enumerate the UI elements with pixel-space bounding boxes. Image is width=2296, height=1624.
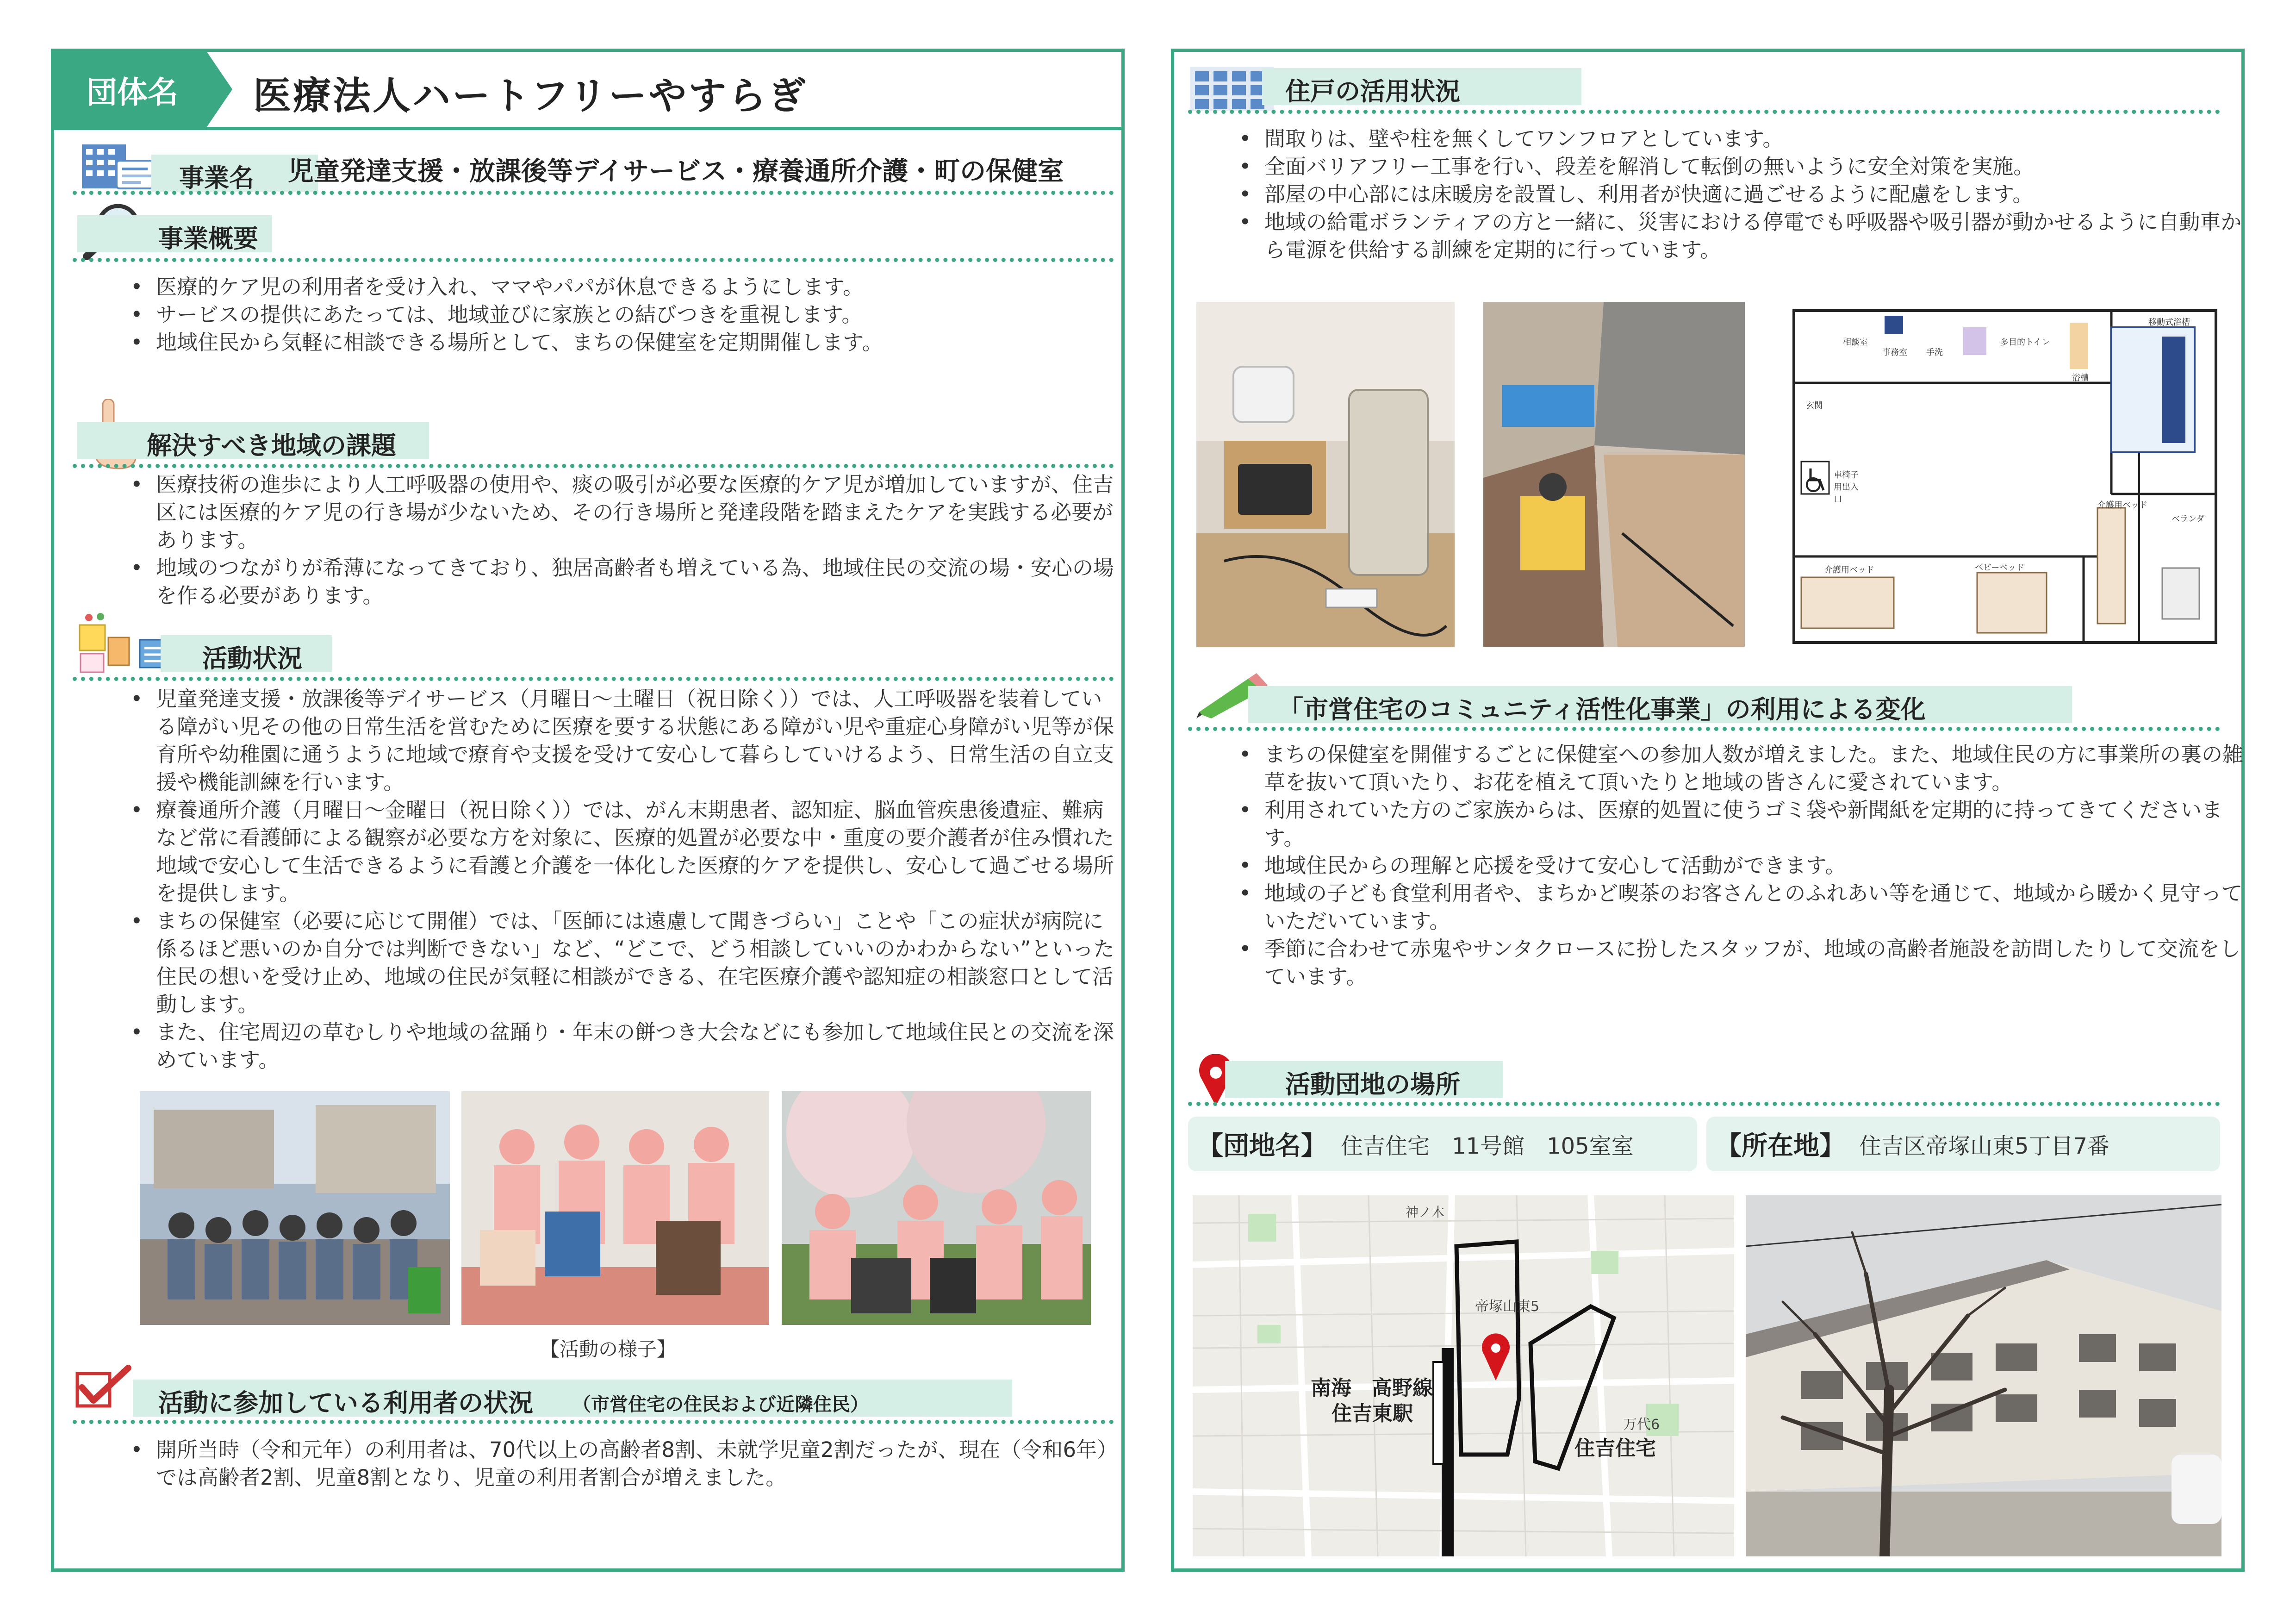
- activities-divider: [73, 677, 1114, 681]
- activity-icons: [75, 612, 174, 675]
- dwelling-title: 住戸の活用状況: [1285, 77, 1460, 106]
- floorplan-label-bathtub: 浴槽: [2072, 373, 2089, 383]
- right-panel: [1171, 49, 2245, 1572]
- list-item: • 地域住民から気軽に相談できる場所として、まちの保健室を定期開催します。: [156, 329, 1128, 356]
- floorplan-label-mobile-bath: 移動式浴槽: [2148, 318, 2190, 327]
- users-divider: [73, 1420, 1114, 1424]
- checkbox-icon: [73, 1364, 133, 1411]
- overview-list: [124, 273, 1128, 356]
- activities-list: [124, 685, 1119, 1074]
- overview-title: 事業概要: [158, 224, 258, 253]
- list-item: • 地域の給電ボランティアの方と一緒に、災害における停電でも呼吸器や吸引器が動かせるように自動車から電源を供給する訓練を定期的に行っています。: [1264, 208, 2246, 264]
- dwelling-photo-training: [1483, 302, 1745, 647]
- issues-title: 解決すべき地域の課題: [147, 431, 396, 460]
- org-tag: 団体名: [54, 52, 207, 127]
- list-item: • 医療技術の進歩により人工呼吸器の使用や、痰の吸引が必要な医療的ケア児が増加していますが、住吉区には医療的ケア児の行き場が少ないため、その行き場所と発達段階を踏まえたケアを実践する必要があります。: [156, 471, 1119, 554]
- list-item: • また、住宅周辺の草むしりや地域の盆踊り・年末の餅つき大会などにも参加して地域住民との交流を深めています。: [156, 1018, 1119, 1074]
- change-divider: [1188, 727, 2220, 731]
- floorplan-label-wheelchair-entrance: 車椅子用出入口: [1834, 470, 1859, 504]
- list-item: • 開所当時（令和元年）の利用者は、70代以上の高齢者8割、未就学児童2割だったが、現在（令和6年）では高齢者2割、児童8割となり、児童の利用者割合が増えました。: [156, 1436, 1119, 1492]
- activities-title: 活動状況: [202, 644, 302, 673]
- map-label-area3: 神ノ木: [1406, 1205, 1445, 1220]
- map-label-area1: 帝塚山東5: [1475, 1299, 1540, 1315]
- list-item: • 療養通所介護（月曜日～金曜日（祝日除く））では、がん末期患者、認知症、脳血管疾患後遺症、難病など常に看護師による観察が必要な方を対象に、医療的処置が必要な中・重度の要介護者が住み慣れた地域で安心して生活できるように看護と介護を一体化した医療的ケアを提供し、安心して過ごせる場所を提供します。: [156, 796, 1119, 907]
- housing-building-photo: [1746, 1195, 2221, 1556]
- activity-photo-cherry-blossom: [782, 1091, 1091, 1325]
- list-item: • サービスの提供にあたっては、地域並びに家族との結びつきを重視します。: [156, 301, 1128, 329]
- activity-photo-indoor: [461, 1091, 769, 1325]
- list-item: • 地域住民からの理解と応援を受けて安心して活動ができます。: [1264, 852, 2246, 880]
- activities-caption: 【活動の様子】: [540, 1338, 677, 1361]
- dwelling-divider: [1188, 110, 2220, 114]
- business-label: 事業名: [179, 163, 254, 193]
- org-underline: [54, 127, 1121, 130]
- issues-list: [124, 471, 1119, 610]
- change-list: [1232, 741, 2246, 991]
- floorplan-label-care-bed-2: 介護用ベッド: [1824, 565, 1874, 575]
- floorplan-label-baby-bed: ベビーベッド: [1975, 563, 2025, 573]
- list-item: • 部屋の中心部には床暖房を設置し、利用者が快適に過ごせるように配慮をします。: [1264, 181, 2246, 208]
- users-title: 活動に参加している利用者の状況: [158, 1388, 533, 1418]
- list-item: • 全面バリアフリー工事を行い、段差を解消して転倒の無いように安全対策を実施。: [1264, 153, 2246, 181]
- activity-photo-festival: [140, 1091, 450, 1325]
- left-panel: [51, 49, 1125, 1572]
- floorplan-label-consult: 相談室: [1843, 337, 1868, 347]
- address-value: 住吉区帝塚山東5丁目7番: [1859, 1133, 2110, 1159]
- estate-label: 【団地名】: [1197, 1131, 1327, 1161]
- floorplan-label-toilet: 多目的トイレ: [2000, 337, 2050, 347]
- address-box: [1706, 1117, 2220, 1171]
- building-card-icon: [80, 142, 161, 191]
- list-item: • 利用されていた方のご家族からは、医療的処置に使うゴミ袋や新聞紙を定期的に持ってきてくださいます。: [1264, 796, 2246, 852]
- list-item: • まちの保健室（必要に応じて開催）では、「医師には遠慮して聞きづらい」ことや「この症状が病院に係るほど悪いのか自分では判断できない」など、“どこで、どう相談していいのかわからない”といった住民の想いを受け止め、地域の住民が気軽に相談ができる、在宅医療介護や認知症の相談窓口として活動します。: [156, 907, 1119, 1018]
- estate-value: 住吉住宅 11号館 105室室: [1341, 1133, 1634, 1159]
- list-item: • 季節に合わせて赤鬼やサンタクロースに扮したスタッフが、地域の高齢者施設を訪問したりして交流をしています。: [1264, 935, 2246, 991]
- location-title: 活動団地の場所: [1285, 1070, 1460, 1099]
- floorplan-label-veranda: ベランダ: [2172, 514, 2205, 524]
- list-item: • 地域の子ども食堂利用者や、まちかど喫茶のお客さんとのふれあい等を通じて、地域から暖かく見守っていただいています。: [1264, 880, 2246, 935]
- address-label: 【所在地】: [1716, 1131, 1845, 1161]
- overview-divider: [73, 258, 1114, 262]
- map-label-area2: 万代6: [1623, 1417, 1660, 1433]
- map-label-station-line: 南海 高野線: [1311, 1376, 1433, 1400]
- dwelling-list: [1232, 125, 2246, 264]
- org-tag-arrow: [207, 52, 232, 127]
- floorplan-label-sink: 手洗: [1926, 348, 1943, 357]
- list-item: • 児童発達支援・放課後等デイサービス（月曜日～土曜日（祝日除く））では、人工呼吸器を装着している障がい児その他の日常生活を営むために医療を要する状態にある障がい児や重症心身障がい児等が保育所や幼稚園に通うように地域で療育や支援を受けて安心して暮らしていけるよう、日常生活の自立支援や機能訓練を行います。: [156, 685, 1119, 796]
- floorplan-diagram: [1792, 309, 2218, 644]
- business-value: 児童発達支援・放課後等デイサービス・療養通所介護・町の保健室: [288, 156, 1064, 187]
- issues-divider: [73, 464, 1114, 468]
- list-item: • 地域のつながりが希薄になってきており、独居高齢者も増えている為、地域住民の交流の場・安心の場を作る必要があります。: [156, 554, 1119, 610]
- map-label-station-name: 住吉東駅: [1332, 1402, 1413, 1425]
- estate-name-box: [1188, 1117, 1697, 1171]
- map-label-housing: 住吉住宅: [1574, 1437, 1656, 1460]
- change-title: 「市営住宅のコミュニティ活性化事業」の利用による変化: [1278, 695, 1926, 724]
- floorplan-label-entrance: 玄関: [1806, 401, 1823, 411]
- dwelling-photo-equipment: [1196, 302, 1455, 647]
- org-name: 医療法人ハートフリーやすらぎ: [253, 74, 808, 118]
- location-divider: [1188, 1102, 2220, 1106]
- location-map: [1193, 1195, 1734, 1556]
- business-divider: [73, 191, 1114, 195]
- list-item: • 間取りは、壁や柱を無くしてワンフロアとしています。: [1264, 125, 2246, 153]
- list-item: • 医療的ケア児の利用者を受け入れ、ママやパパが休息できるようにします。: [156, 273, 1128, 301]
- list-item: • まちの保健室を開催するごとに保健室への参加人数が増えました。また、地域住民の方に事業所の裏の雑草を抜いて頂いたり、お花を植えて頂いたりと地域の皆さんに愛されています。: [1264, 741, 2246, 796]
- floorplan-label-office: 事務室: [1882, 348, 1907, 357]
- users-subtitle: （市営住宅の住民および近隣住民）: [572, 1394, 869, 1415]
- users-list: [124, 1436, 1119, 1492]
- floorplan-label-care-bed-1: 介護用ベッド: [2097, 500, 2147, 510]
